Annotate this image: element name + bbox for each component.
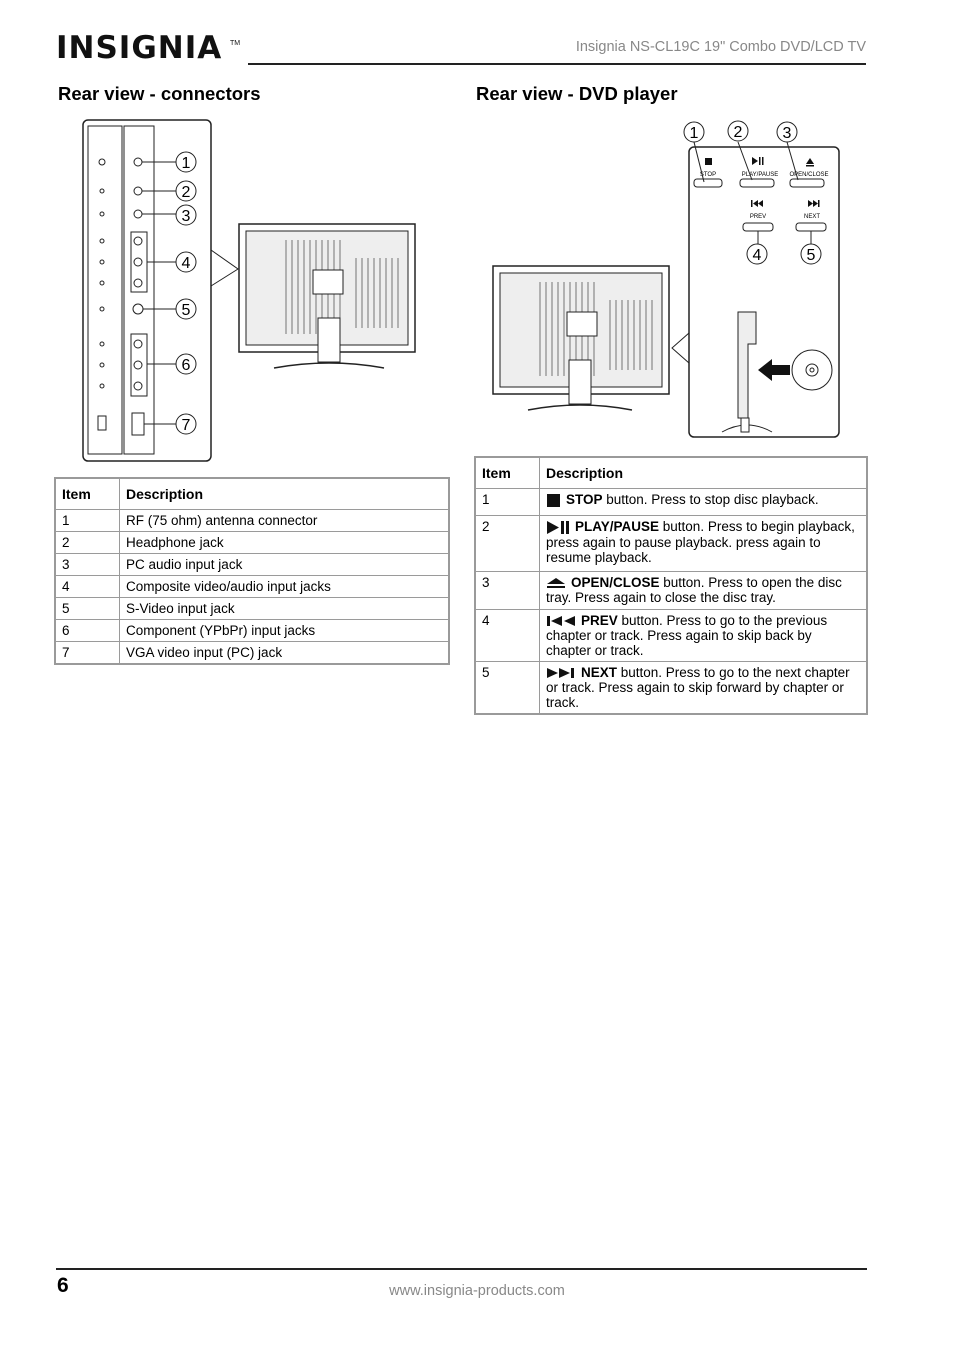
table-row: 1 STOP button. Press to stop disc playback. — [475, 489, 867, 516]
callout-number: 1 — [181, 155, 191, 172]
previous-icon — [546, 615, 576, 627]
callout-number: 3 — [181, 208, 191, 225]
table-row: 4 Composite video/audio input jacks — [55, 576, 449, 598]
play-pause-icon — [546, 520, 570, 535]
connectors-table — [54, 477, 450, 665]
table-row: 7 VGA video input (PC) jack — [55, 642, 449, 665]
logo-trademark: TM — [230, 40, 241, 47]
table-row: 6 Component (YPbPr) input jacks — [55, 620, 449, 642]
callout-number: 6 — [181, 357, 191, 374]
callout-number: 5 — [181, 302, 191, 319]
callout-number: 2 — [733, 124, 743, 141]
callout-number: 4 — [752, 247, 762, 264]
col-description-header: Description — [120, 478, 450, 510]
panel-label-next: NEXT — [803, 214, 821, 220]
table-row: 5 NEXT button. Press to go to the next chapter or track. Press again to skip forward by chapter or track. — [475, 662, 867, 715]
callout-number: 7 — [181, 417, 191, 434]
callout-number: 1 — [689, 125, 699, 142]
stop-icon — [546, 493, 561, 508]
panel-label-stop: STOP — [699, 172, 717, 178]
panel-label-open: OPEN/CLOSE — [789, 172, 829, 178]
table-row: 3 OPEN/CLOSE button. Press to open the disc tray. Press again to close the disc tray. — [475, 572, 867, 610]
callout-number: 2 — [181, 184, 191, 201]
panel-label-play: PLAY/PAUSE — [741, 172, 779, 178]
col-item-header: Item — [475, 457, 540, 489]
col-description-header: Description — [540, 457, 868, 489]
insignia-logo: INSIGNIA — [56, 30, 223, 66]
table-row: 3 PC audio input jack — [55, 554, 449, 576]
eject-icon — [546, 577, 566, 589]
panel-label-prev: PREV — [749, 214, 767, 220]
table-row: 2 PLAY/PAUSE button. Press to begin playback, press again to pause playback. press again to resume playback. — [475, 516, 867, 572]
connectors-section-title: Rear view - connectors — [58, 83, 261, 104]
dvd-buttons-table — [474, 456, 868, 715]
document-title: Insignia NS-CL19C 19" Combo DVD/LCD TV — [575, 39, 866, 55]
table-row: 4 PREV button. Press to go to the previous chapter or track. Press again to skip back by chapter or track. — [475, 610, 867, 662]
callout-number: 5 — [806, 247, 816, 264]
footer-rule — [56, 1268, 867, 1270]
col-item-header: Item — [55, 478, 120, 510]
table-row: 2 Headphone jack — [55, 532, 449, 554]
rear-connectors-figure — [80, 118, 420, 464]
dvd-player-figure — [490, 118, 844, 440]
callout-number: 4 — [181, 255, 191, 272]
next-icon — [546, 667, 576, 679]
page-number: 6 — [57, 1274, 69, 1297]
footer-url: www.insignia-products.com — [389, 1283, 565, 1299]
callout-number: 3 — [782, 125, 792, 142]
header-rule — [248, 63, 866, 65]
table-row: 5 S-Video input jack — [55, 598, 449, 620]
table-row: 1 RF (75 ohm) antenna connector — [55, 510, 449, 532]
dvd-section-title: Rear view - DVD player — [476, 83, 678, 104]
